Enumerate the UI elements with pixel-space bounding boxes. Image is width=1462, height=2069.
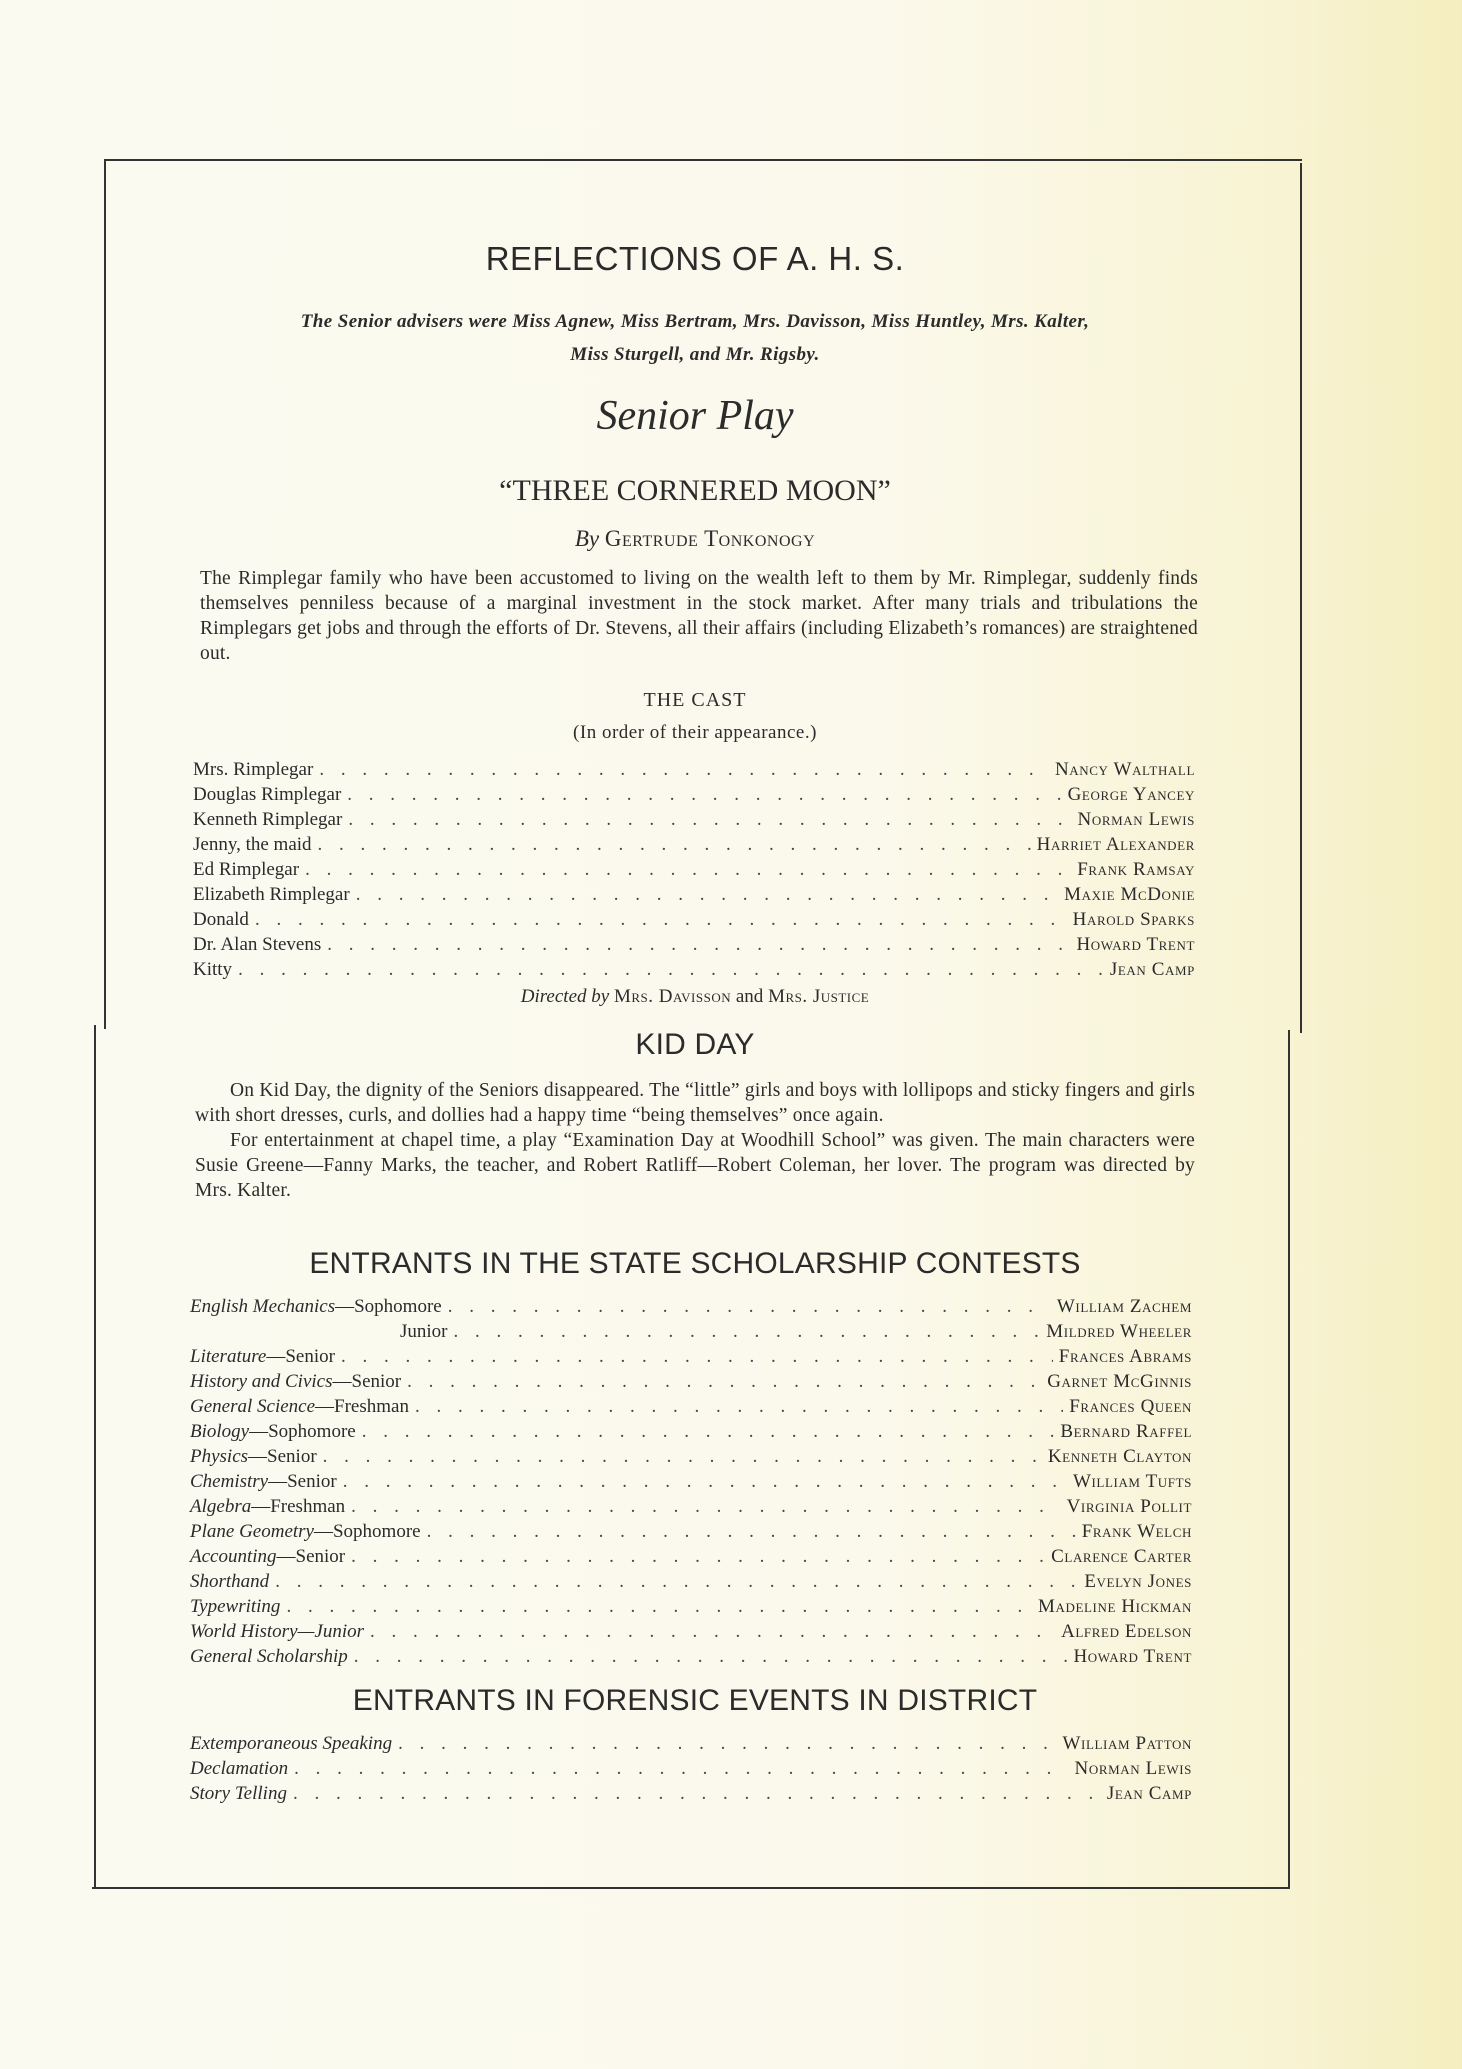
dot-leader [347, 782, 1061, 807]
cast-row [193, 807, 1195, 832]
scholarship-row [190, 1494, 1192, 1519]
entrant: Norman Lewis [1074, 1758, 1192, 1779]
level: —Freshman [251, 1496, 346, 1517]
scholarship-row [190, 1294, 1192, 1319]
role: Douglas Rimplegar [193, 784, 342, 805]
dot-leader [343, 1469, 1067, 1494]
level: —Sophomore [313, 1521, 421, 1542]
entrant: Madeline Hickman [1037, 1596, 1192, 1617]
kid-day-paragraph-1: On Kid Day, the dignity of the Seniors disappeared. The “little” girls and boys with lollipops and sticky fingers and girls with short dresses, curls, and dollies had a happy time “being themselves” once again. [195, 1080, 1195, 1126]
page-title: REFLECTIONS OF A. H. S. [485, 240, 905, 277]
directed-by-line [190, 986, 1200, 1008]
scholarship-row [190, 1544, 1192, 1569]
dot-leader [323, 1444, 1042, 1469]
subject: World History—Junior [190, 1621, 365, 1642]
play-title: “THREE CORNERED MOON” [499, 474, 891, 507]
role: Kitty [193, 959, 233, 980]
scholarship-row [190, 1394, 1192, 1419]
cast-row [193, 782, 1195, 807]
cast-row [193, 882, 1195, 907]
entrant: Clarence Carter [1051, 1546, 1192, 1567]
dot-leader [407, 1369, 1041, 1394]
play-synopsis: The Rimplegar family who have been accustomed to living on the wealth left to them by Mr. Rimplegar, suddenly finds themselves penniless because of a marginal investment in the stock market. After many trials and tribulations the Rimplegars get jobs and through the efforts of Dr. Stevens, all their affairs (including Elizabeth’s romances) are straightened out. [200, 568, 1198, 664]
scholarship-row [190, 1344, 1192, 1369]
cast-row [193, 932, 1195, 957]
dot-leader [327, 932, 1070, 957]
dot-leader [305, 857, 1071, 882]
entrant: Virginia Pollit [1066, 1496, 1192, 1517]
entrant: Garnet McGinnis [1047, 1371, 1192, 1392]
level: Junior [400, 1321, 448, 1342]
level: —Sophomore [335, 1296, 442, 1317]
senior-play-heading: Senior Play [596, 393, 794, 439]
subject: English Mechanics [190, 1296, 336, 1317]
forensic-row [190, 1756, 1192, 1781]
forensic-heading: ENTRANTS IN FORENSIC EVENTS IN DISTRICT [352, 1684, 1038, 1717]
scholarship-row [190, 1644, 1192, 1669]
entrant: Howard Trent [1073, 1646, 1192, 1667]
level: —Freshman [315, 1396, 409, 1417]
subject: Plane Geometry [190, 1521, 314, 1542]
forensic-row [190, 1731, 1192, 1756]
role: Dr. Alan Stevens [193, 934, 322, 955]
kid-day-paragraph-2: For entertainment at chapel time, a play “Examination Day at Woodhill School” was given. The main characters were Susie Greene—Fanny Marks, the teacher, and Robert Ratliff—Robert Coleman, her lover. The program was directed by Mrs. Kalter. [195, 1130, 1195, 1201]
event: Declamation [190, 1758, 289, 1779]
cast-row [193, 832, 1195, 857]
dot-leader [319, 757, 1049, 782]
subject: History and Civics [190, 1371, 333, 1392]
dot-leader [427, 1519, 1076, 1544]
role: Kenneth Rimplegar [193, 809, 343, 830]
bottom-rule [92, 1887, 1290, 1889]
dot-leader [348, 807, 1071, 832]
role: Jenny, the maid [193, 834, 312, 855]
and-text: and [735, 986, 764, 1007]
entrant: William Zachem [1056, 1296, 1192, 1317]
cast-row [193, 907, 1195, 932]
right-border-upper [1300, 163, 1302, 1033]
forensic-list [190, 1731, 1192, 1806]
subject: Biology [190, 1421, 250, 1442]
scholarship-row [190, 1619, 1192, 1644]
entrant: Alfred Edelson [1061, 1621, 1192, 1642]
dot-leader [354, 1644, 1068, 1669]
entrant: Frances Queen [1069, 1396, 1192, 1417]
role: Elizabeth Rimplegar [193, 884, 350, 905]
level: —Senior [248, 1446, 317, 1467]
cast-row [193, 957, 1195, 982]
scholarship-row [190, 1444, 1192, 1469]
dot-leader [398, 1731, 1056, 1756]
directed-by-label: Directed by [520, 986, 610, 1007]
left-border-upper [104, 159, 106, 1029]
dot-leader [415, 1394, 1063, 1419]
author-name: Gertrude Tonkonogy [604, 526, 816, 551]
role: Mrs. Rimplegar [193, 759, 314, 780]
subject: Shorthand [190, 1571, 270, 1592]
subject: Accounting [190, 1546, 277, 1567]
event: Story Telling [190, 1783, 287, 1804]
subject: General Science [190, 1396, 316, 1417]
scholarship-row [190, 1569, 1192, 1594]
event: Extemporaneous Speaking [190, 1733, 393, 1754]
actor: Norman Lewis [1077, 809, 1195, 830]
entrant: Frank Welch [1081, 1521, 1192, 1542]
top-rule [104, 159, 1302, 161]
subject: Literature [190, 1346, 267, 1367]
cast-heading: THE CAST [643, 689, 747, 711]
scholarship-row [190, 1519, 1192, 1544]
entrant: Frances Abrams [1058, 1346, 1192, 1367]
entrant: Bernard Raffel [1060, 1421, 1192, 1442]
play-author-line [190, 526, 1200, 552]
subject: Physics [190, 1446, 249, 1467]
role: Donald [193, 909, 249, 930]
cast-row [193, 857, 1195, 882]
scholarship-row [190, 1369, 1192, 1394]
dot-leader [275, 1569, 1078, 1594]
level: —Senior [332, 1371, 402, 1392]
dot-leader [286, 1594, 1032, 1619]
scholarship-row [190, 1419, 1192, 1444]
advisers-line-2: Miss Sturgell, and Mr. Rigsby. [570, 344, 820, 365]
level: —Sophomore [249, 1421, 356, 1442]
level: —Senior [268, 1471, 337, 1492]
cast-list [193, 757, 1195, 982]
level: —Senior [266, 1346, 335, 1367]
dot-leader [454, 1319, 1041, 1344]
cast-row [193, 757, 1195, 782]
actor: George Yancey [1067, 784, 1195, 805]
actor: Jean Camp [1109, 959, 1195, 980]
subject: General Scholarship [190, 1646, 348, 1667]
dot-leader [356, 882, 1058, 907]
scholarship-row [190, 1319, 1192, 1344]
dot-leader [351, 1494, 1060, 1519]
dot-leader [362, 1419, 1055, 1444]
by-label: By [574, 526, 600, 551]
advisers-note [190, 305, 1200, 371]
actor: Howard Trent [1076, 934, 1195, 955]
dot-leader [255, 907, 1067, 932]
dot-leader [351, 1544, 1045, 1569]
scholarship-heading: ENTRANTS IN THE STATE SCHOLARSHIP CONTESTS [309, 1247, 1081, 1280]
cast-note: (In order of their appearance.) [573, 722, 817, 743]
actor: Harriet Alexander [1036, 834, 1195, 855]
scholarship-row [190, 1469, 1192, 1494]
dot-leader [341, 1344, 1053, 1369]
director: Mrs. Justice [768, 986, 870, 1007]
entrant: Evelyn Jones [1084, 1571, 1192, 1592]
actor: Maxie McDonie [1064, 884, 1195, 905]
dot-leader [318, 832, 1031, 857]
dot-leader [370, 1619, 1055, 1644]
entrant: William Tufts [1072, 1471, 1192, 1492]
director: Mrs. Davisson [613, 986, 732, 1007]
right-border-lower [1288, 1030, 1290, 1888]
actor: Frank Ramsay [1077, 859, 1195, 880]
entrant: Kenneth Clayton [1047, 1446, 1192, 1467]
advisers-line-1: The Senior advisers were Miss Agnew, Miss Bertram, Mrs. Davisson, Miss Huntley, Mrs. Kalter, [300, 311, 1090, 332]
scholarship-list [190, 1294, 1192, 1669]
actor: Harold Sparks [1072, 909, 1195, 930]
subject: Typewriting [190, 1596, 281, 1617]
dot-leader [448, 1294, 1051, 1319]
level: —Senior [276, 1546, 346, 1567]
role: Ed Rimplegar [193, 859, 300, 880]
actor: Nancy Walthall [1054, 759, 1195, 780]
dot-leader [293, 1781, 1101, 1806]
subject: Algebra [190, 1496, 252, 1517]
entrant: Jean Camp [1106, 1783, 1192, 1804]
left-border-lower [94, 1025, 96, 1888]
scholarship-row [190, 1594, 1192, 1619]
forensic-row [190, 1781, 1192, 1806]
dot-leader [238, 957, 1104, 982]
kid-day-heading: KID DAY [635, 1028, 755, 1061]
entrant: William Patton [1062, 1733, 1192, 1754]
subject: Chemistry [190, 1471, 269, 1492]
entrant: Mildred Wheeler [1046, 1321, 1192, 1342]
dot-leader [294, 1756, 1068, 1781]
